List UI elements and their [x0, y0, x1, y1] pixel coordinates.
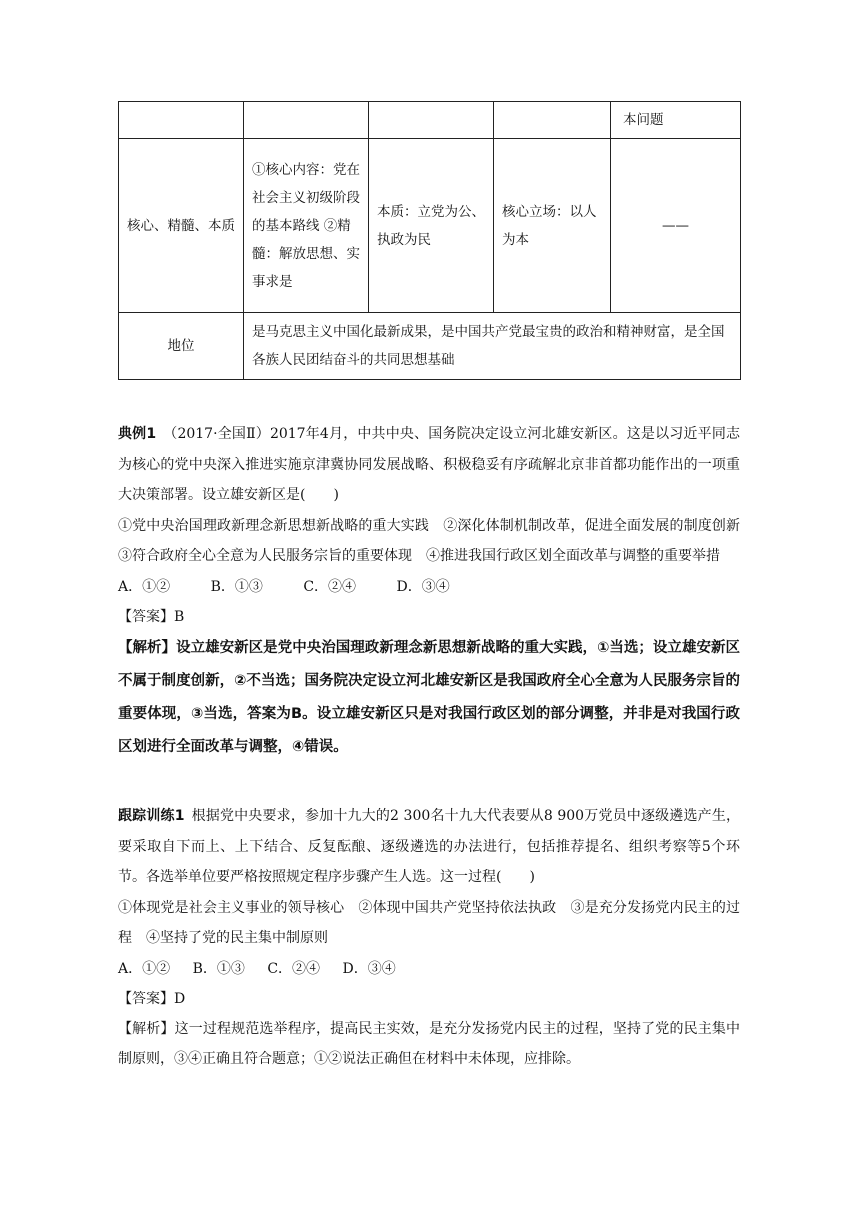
row-label: 核心、精髓、本质	[119, 139, 244, 313]
training-answer: 【答案】D	[118, 990, 186, 1007]
example-stem-text: （2017·全国Ⅱ）2017年4月，中共中央、国务院决定设立河北雄安新区。这是以习近平同志为核心的党中央深入推进实施京津冀协同发展战略、积极稳妥有序疏解北京非首都功能作出的一项重大决策部署。设立雄安新区是( )	[118, 426, 740, 503]
training-stem-text: 根据党中央要求，参加十九大的2 300名十九大代表要从8 900万党员中逐级遴选产生，要采取自下而上、上下结合、反复酝酿、逐级遴选的办法进行，包括推荐提名、组织考察等5个环节。各选举单位要严格按照规定程序步骤产生人选。这一过程( )	[118, 808, 740, 885]
option-b: B．①③	[210, 578, 263, 595]
training-label: 跟踪训练1	[118, 808, 185, 824]
example-analysis	[118, 632, 740, 764]
example-label: 典例1	[118, 426, 157, 442]
training-items: ①体现党是社会主义事业的领导核心 ②体现中国共产党坚持依法执政 ③是充分发扬党内民主的过程 ④坚持了党的民主集中制原则	[118, 899, 740, 946]
option-c: C．②④	[303, 578, 357, 595]
example-answer: 【答案】B	[118, 608, 185, 625]
training-stem	[118, 801, 740, 893]
option-d: D．③④	[396, 578, 450, 595]
table-cell: ①核心内容：党在社会主义初级阶段的基本路线 ②精髓：解放思想、实事求是	[244, 139, 369, 313]
option-d: D．③④	[342, 960, 396, 977]
table-cell	[244, 102, 369, 139]
table-cell	[494, 102, 611, 139]
table-cell	[369, 102, 494, 139]
analysis-text: 设立雄安新区是党中央治国理政新理念新思想新战略的重大实践，①当选；设立雄安新区不属于制度创新，②不当选；国务院决定设立河北雄安新区是我国政府全心全意为人民服务宗旨的重要体现，③当选，答案为B。设立雄安新区只是对我国行政区划的部分调整，并非是对我国行政区划进行全面改革与调整，④错误。	[118, 639, 741, 755]
table-cell: 核心立场：以人为本	[494, 139, 611, 313]
table-row	[119, 313, 741, 380]
table-cell	[119, 102, 244, 139]
training-options	[118, 954, 740, 984]
analysis-text: 这一过程规范选举程序，提高民主实效，是充分发扬党内民主的过程，坚持了党的民主集中制原则，③④正确且符合题意；①②说法正确但在材料中未体现，应排除。	[118, 1020, 741, 1067]
table-row	[119, 139, 741, 313]
option-b: B．①③	[192, 960, 245, 977]
option-a: A．①②	[118, 578, 171, 595]
training-block	[118, 801, 740, 1075]
table-row	[119, 102, 741, 139]
example-stem	[118, 419, 740, 511]
option-c: C．②④	[267, 960, 321, 977]
analysis-label: 【解析】	[118, 639, 177, 656]
table-cell: 本问题	[611, 102, 741, 139]
training-analysis	[118, 1014, 740, 1075]
table-cell: 是马克思主义中国化最新成果，是中国共产党最宝贵的政治和精神财富，是全国各族人民团结奋斗的共同思想基础	[244, 313, 741, 380]
option-a: A．①②	[118, 960, 171, 977]
example-options	[118, 572, 740, 602]
table-cell: ——	[611, 139, 741, 313]
example-block	[118, 419, 754, 764]
summary-table	[118, 101, 741, 380]
row-label: 地位	[119, 313, 244, 380]
analysis-label: 【解析】	[118, 1020, 175, 1037]
table-cell: 本质：立党为公、执政为民	[369, 139, 494, 313]
example-items: ①党中央治国理政新理念新思想新战略的重大实践 ②深化体制机制改革，促进全面发展的制度创新 ③符合政府全心全意为人民服务宗旨的重要体现 ④推进我国行政区划全面改革与调整的重要举措	[118, 517, 754, 564]
